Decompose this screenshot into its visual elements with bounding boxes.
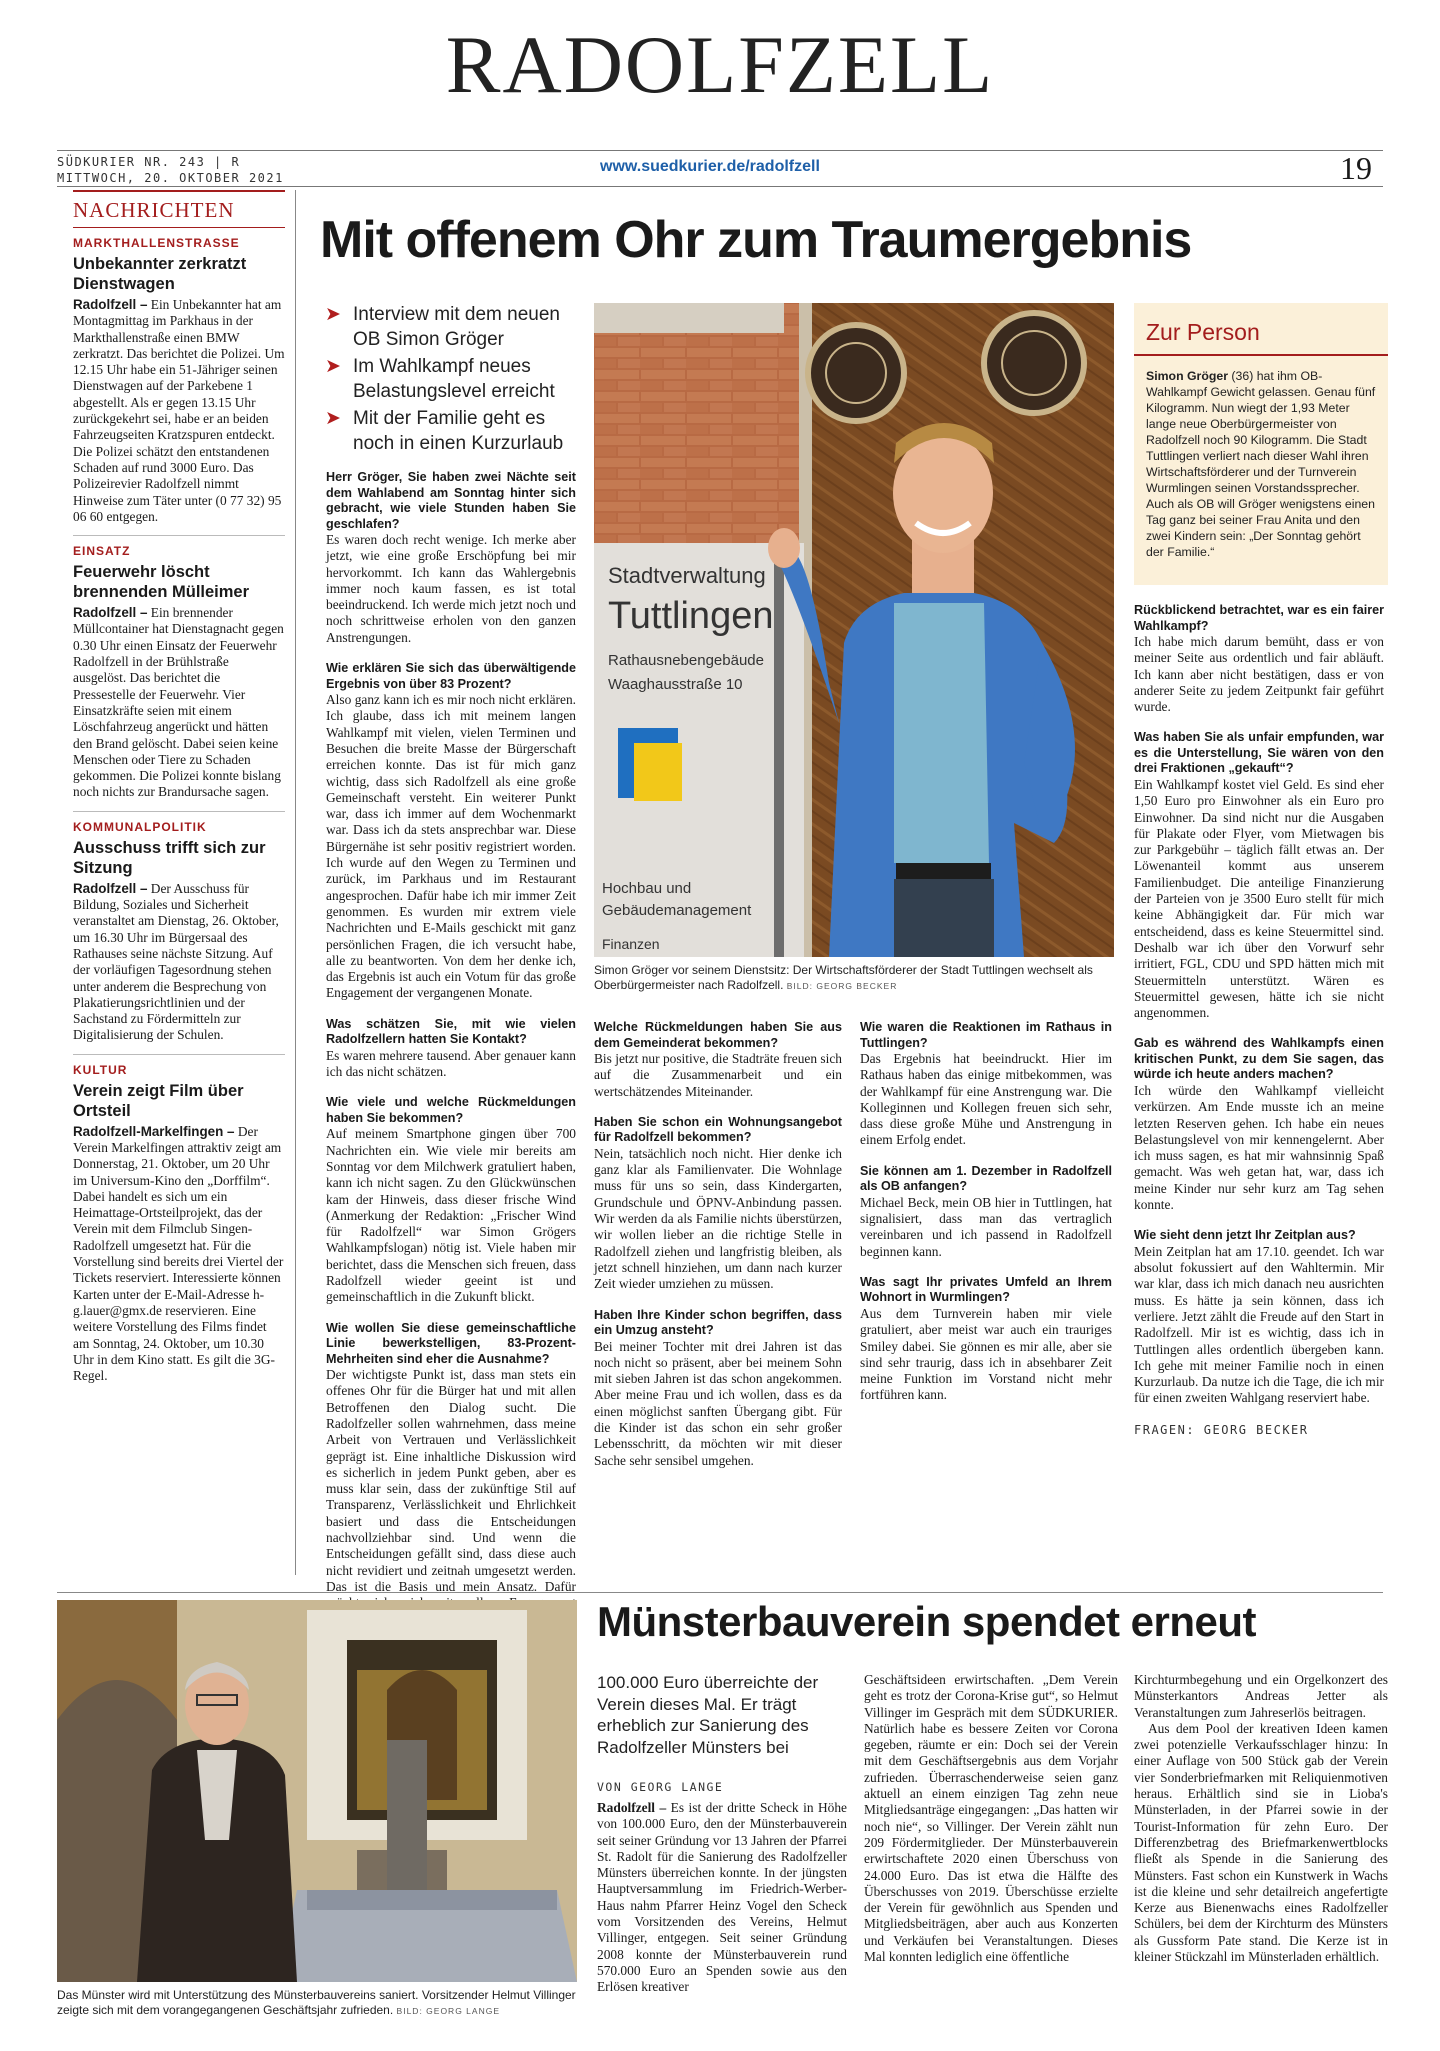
- caption-text: Das Münster wird mit Unterstützung des Münsterbauvereins saniert. Vorsitzender Helmut Villinger zeigte sich mit dem vorangegangenen Geschäftsjahr zufrieden.: [57, 1988, 576, 2017]
- news-text: Ein brennender Müllcontainer hat Dienstagnacht gegen 0.30 Uhr einen Einsatz der Feuerwehr Radolfzell in der Brühlstraße ausgelöst. Das berichtet die Pressestelle der Feuerwehr. Vier Einsatzkräfte seien mit einem Löschfahrzeug angerückt und hätten den Brand gelöscht. Dabei seien keine Menschen oder Tiere zu Schaden gekommen. Die Polizei konnte bislang noch nichts zur Brandursache sagen.: [73, 605, 284, 800]
- question: Was sagt Ihr privates Umfeld an Ihrem Wohnort in Wurmlingen?: [860, 1274, 1112, 1305]
- qa-item: [594, 1115, 842, 1293]
- news-place: Radolfzell –: [73, 297, 148, 312]
- person-name: Simon Gröger: [1146, 369, 1228, 383]
- qa-item: [326, 1321, 576, 1628]
- qa-item: [860, 1275, 1112, 1404]
- news-text: Der Verein Markelfingen attraktiv zeigt am Donnerstag, 21. Oktober, um 20 Uhr im Universum-Kino den „Dorffilm“. Dabei handelt es sich um ein Heimattage-Ortsteilprojekt, das der Verein mit dem Filmclub Singen-Radolfzell umgesetzt hat. Für die Vorstellung sind bereits drei Viertel der Tickets reserviert. Interessierte können Karten unter der E-Mail-Adresse h-g.lauer@gmx.de reservieren. Eine weitere Vorstellung des Films findet am Sonntag, 24. Oktober, um 10.30 Uhr in dem Kino statt. Es gilt die 3G-Regel.: [73, 1123, 284, 1384]
- article-column-1: [597, 1800, 847, 2045]
- article-paragraph: Radolfzell – Es ist der dritte Scheck in Höhe von 100.000 Euro, den der Münsterbauverein seit seiner Gründung vor 13 Jahren der Pfarrei St. Radolt für die Sanierung des Radolfzeller Münsters überreichen konnte. In der jüngsten Hauptversammlung im Friedrich-Werber-Haus nahm Pfarrer Heinz Vogel den Scheck vom Vorsitzenden des Vereins, Helmut Villinger, entgegen. Seit seiner Gründung 2008 konnte der Münsterbauverein rund 570.000 Euro an Spenden sowie aus den Erlösen kreativer: [597, 1800, 847, 1995]
- article-title: Münsterbauverein spendet erneut: [597, 1598, 1256, 1645]
- answer: Mein Zeitplan hat am 17.10. geendet. Ich war absolut fokussiert auf den Wahltermin. Mir war klar, dass ich mich danach neu ausrichten muss. Es hätte ja sein können, dass ich verliere. Jetzt zählt die Freude auf den Start in Radolfzell. Mir ist es wichtig, dass ich in Tuttlingen alles ordentlich übergeben kann. Ich gehe mit meiner Familie noch in einen Kurzurlaub. Da nutze ich die Tage, die ich mir für einen zweiten Wahlgang reserviert habe.: [1134, 1243, 1384, 1406]
- question: Rückblickend betrachtet, war es ein fairer Wahlkampf?: [1134, 603, 1384, 633]
- article-paragraph: Aus dem Pool der kreativen Ideen kamen zwei potenzielle Verkaufsschlager hinzu: In einer Auflage von 500 Stück gab der Verein vier Sonderbriefmarken mit Reliquienmotiven heraus. Erhältlich sind sie in Lioba's Münsterladen, in der Pfarrei sowie in der Tourist-Information für zehn Euro. Der Differenzbetrag des Briefmarkenwertblocks fließt als Spende in die Sanierung des Münsters. Fast schon ein Kunstwerk in Wachs ist die kleine und sehr detailreich angefertigte Kerze aus Bienenwachs eines Radolfzeller Schülers, bei dem der Kirchturm des Münsters als Gussform Pate stand. Die Kerze ist in kleiner Stückzahl im Münsterladen erhältlich.: [1134, 1720, 1388, 1965]
- news-kicker: EINSATZ: [73, 535, 285, 558]
- question: Wie waren die Reaktionen im Rathaus in Tuttlingen?: [860, 1020, 1112, 1050]
- news-column: [73, 190, 285, 1570]
- answer: Auf meinem Smartphone gingen über 700 Nachrichten ein. Wie viele mir bereits am Sonntag vor dem Milchwerk gratuliert haben, kann ich nicht sagen. Zu den Glückwünschen kam der Hinweis, dass dieser frische Wind (Anmerkung der Redaktion: „Frischer Wind für Radolfzell“ war Simon Grögers Wahlkampfslogan) nötig ist. Viele haben mir berichtet, dass die Menschen sich freuen, dass Radolfzell wieder geeint ist und gemeinschaftlich in die Zukunft blickt.: [326, 1126, 576, 1305]
- question: Haben Sie schon ein Wohnungsangebot für Radolfzell bekommen?: [594, 1114, 842, 1145]
- answer: Nein, tatsächlich noch nicht. Hier denke ich ganz klar als Familienvater. Die Wohnlage muss für uns so sein, dass Kindergarten, Grundschule und ÖPNV-Anbindung passen. Wir werden da als Familie nichts überstürzen, wir wollen lieber an die richtige Stelle in Radolfzell ziehen und langfristig bleiben, als jetzt schnell hinziehen, um dann nach kurzer Zeit wieder umziehen zu müssen.: [594, 1145, 842, 1292]
- answer: Bei meiner Tochter mit drei Jahren ist das noch nicht so präsent, aber bei meinem Sohn mit sieben Jahren ist das schon angekommen. Aber meine Frau und ich wollen, dass es da einen möglichst sanften Übergang gibt. Für die Kinder ist das schon ein sehr großer Lebensschritt, da möchten wir mit dieser Sache sehr sensibel umgehen.: [594, 1338, 842, 1468]
- sign-line: Waaghausstraße 10: [608, 676, 743, 693]
- article-paragraph: Geschäftsideen erwirtschaften. „Dem Verein geht es trotz der Corona-Krise gut“, so Helmut Villinger im Gespräch mit dem SÜDKURIER. Natürlich habe es bessere Zeiten vor Corona gegeben, räumte er ein: Doch sei der Verein mit dem Geschäftsergebnis aus dem Vorjahr zufrieden. Überraschenderweise seien ganz aktuell an einem einzigen Tag zehn neue Mitgliedsanträge eingegangen: „Das hatten wir noch nie“, so Villinger. Der Verein zählt nun 209 Fördermitglieder. Der Münsterbauverein erwirtschaftete 2020 einen Überschuss von 24.000 Euro. Das ist etwa die Hälfte des Überschusses von 2019. Überschüsse erzielte der Verein für gewöhnlich aus Spenden und Mitgliedsbeiträgen, aber auch aus Konzerten und Verkäufen bei Veranstaltungen. Dieses Mal konnten lediglich eine öffentliche: [864, 1672, 1118, 1965]
- qa-item: [326, 661, 576, 1002]
- person-bio: (36) hat ihm OB-Wahlkampf Gewicht gelassen. Genau fünf Kilogramm. Nun wiegt der 1,93 Meter lange neue Oberbürgermeister von Radolfzell noch 90 Kilogramm. Die Stadt Tuttlingen verliert nach dieser Wahl ihren Wirtschaftsförderer und der Turnverein Wurmlingen seinen Vorstandssprecher. Auch als OB will Gröger wenigstens einen Tag ganz bei seiner Frau Anita und den zwei Kindern sein: „Der Sonntag gehört der Familie.“: [1146, 369, 1376, 559]
- sign-line: Stadtverwaltung: [608, 563, 766, 588]
- person-box-title: Zur Person: [1134, 303, 1388, 356]
- question: Sie können am 1. Dezember in Radolfzell als OB anfangen?: [860, 1163, 1112, 1194]
- news-body: [73, 881, 285, 1044]
- arrow-icon: ➤: [325, 408, 341, 429]
- sign-line: Finanzen: [602, 936, 660, 952]
- question: Wie wollen Sie diese gemeinschaftliche Linie bewerkstelligen, 83-Prozent-Mehrheiten sind eher die Ausnahme?: [326, 1320, 576, 1366]
- article-divider: [57, 1592, 1383, 1593]
- sign-line: Rathausnebengebäude: [608, 652, 764, 669]
- website-link[interactable]: www.suedkurier.de/radolfzell: [600, 158, 820, 175]
- news-headline: Feuerwehr löscht brennenden Mülleimer: [73, 563, 250, 602]
- qa-item: [326, 1017, 576, 1081]
- interview-column-4: [1134, 603, 1384, 1563]
- summary-bullets: [325, 302, 585, 458]
- question: Haben Ihre Kinder schon begriffen, dass ein Umzug ansteht?: [594, 1307, 842, 1338]
- news-kicker: MARKTHALLENSTRASSE: [73, 236, 240, 250]
- arrow-icon: ➤: [325, 304, 341, 325]
- issue-date: MITTWOCH, 20. OKTOBER 2021: [57, 171, 284, 185]
- header-rule: [57, 150, 1383, 151]
- question: Wie sieht denn jetzt Ihr Zeitplan aus?: [1134, 1228, 1356, 1243]
- news-text: Der Ausschuss für Bildung, Soziales und Sicherheit veranstaltet am Dienstag, 26. Oktober, um 16.30 Uhr im Bürgersaal des Rathauses seine nächste Sitzung. Auf der vorläufigen Tagesordnung stehen unter anderem die Besprechung von Plakatierungsrichtlinien und der Sachstand zu Fördermitteln zur Digitalisierung der Schulen.: [73, 880, 279, 1043]
- interview-column-1: [326, 470, 576, 1594]
- qa-item: [326, 470, 576, 646]
- portrait-illustration: [594, 303, 1114, 957]
- church-photo: [57, 1600, 577, 1982]
- issue-meta: [57, 154, 284, 186]
- qa-item: [1134, 1228, 1384, 1406]
- sign-line: Gebäudemanagement: [602, 902, 752, 919]
- issue-number: SÜDKURIER NR. 243 | R: [57, 155, 241, 169]
- news-text: Ein Unbekannter hat am Montagmittag im Parkhaus in der Markthallenstraße einen BMW zerkratzt. Das berichtet die Polizei. Um 12.15 Uhr habe ein 51-Jähriger seinen Dienstwagen auf der Parkebene 1 abgestellt. Als er gegen 13.15 Uhr zurückgekehrt sei, habe er an beiden Fahrzeugseiten Kratzspuren entdeckt. Die Polizei schätzt den entstandenen Schaden auf rund 3000 Euro. Das Polizeirevier Radolfzell nimmt Hinweise zum Täter unter (0 77 32) 95 06 60 entgegen.: [73, 297, 285, 524]
- answer: Michael Beck, mein OB hier in Tuttlingen, hat signalisiert, dass man das vertraglich vereinbaren und ich passend in Radolfzell beginnen kann.: [860, 1194, 1112, 1259]
- question: Wie erklären Sie sich das überwältigende Ergebnis von über 83 Prozent?: [326, 661, 576, 691]
- photo-caption: [57, 1988, 577, 2019]
- question: Wie viele und welche Rückmeldungen haben Sie bekommen?: [326, 1095, 576, 1125]
- answer: Der wichtigste Punkt ist, dass man stets ein offenes Ohr für die Bürger hat und mit allen Betroffenen den Dialog sucht. Die Radolfzeller sollen wahrnehmen, dass meine Arbeit von Vertrauen und Verlässlichkeit geprägt ist. Eine inhaltliche Diskussion wird es sicherlich in jedem Punkt geben, aber es muss klar sein, dass der zukünftige Stil auf Transparenz, Verlässlichkeit und Ehrlichkeit basiert und dass die Entscheidungen nachvollziehbar sind. Und wenn die Entscheidungen gefällt sind, dass diese auch nicht revidiert und zeitnah umgesetzt werden. Das ist die Basis und mein Ansatz. Dafür: [326, 1367, 576, 1594]
- news-place: Radolfzell –: [73, 605, 148, 621]
- answer: Ich habe mich darum bemüht, dass er von meiner Seite aus ordentlich und fair abläuft. Ich kann aber nicht bestätigen, dass er von anderer Seite zu jedem Zeitpunkt fair geführt wurde.: [1134, 634, 1384, 715]
- page-number: 19: [1340, 150, 1372, 186]
- news-section-title: NACHRICHTEN: [73, 190, 285, 228]
- news-item: [73, 1054, 285, 1385]
- answer: Es waren doch recht wenige. Ich merke aber jetzt, wie eine große Erschöpfung bei mir hervorkommt. Ich kann das Wahlergebnis immer noch kaum fassen, es ist total beeindruckend. Ich werde mich jetzt noch und noch schrittweise erholen von den ganzen Anstrengungen.: [326, 532, 576, 645]
- question: Was haben Sie als unfair empfunden, war es die Unterstellung, Sie wären von den drei Fraktionen „gekauft“?: [1134, 730, 1384, 776]
- qa-item: [860, 1020, 1112, 1149]
- news-body: [73, 605, 285, 801]
- news-body: [73, 297, 285, 525]
- news-item: [73, 236, 285, 525]
- question: Welche Rückmeldungen haben Sie aus dem Gemeinderat bekommen?: [594, 1020, 842, 1050]
- question: Was schätzen Sie, mit wie vielen Radolfzellern hatten Sie Kontakt?: [326, 1016, 576, 1047]
- article-paragraph: Kirchturmbegehung und ein Orgelkonzert des Münsterkantors Andreas Jetter als Veranstaltungen zum Jahreserlös beitragen.: [1134, 1672, 1388, 1720]
- answer: Ein Wahlkampf kostet viel Geld. Es sind eher 1,50 Euro pro Einwohner als ein Euro pro Einwohner. Da sind nicht nur die Ausgaben für Plakate oder Flyer, vom Mietwagen bis zur Parkgebühr – täglich fällt etwas an. Der Löwenanteil kommt aus unserem Familienbudget. Die anteilige Finanzierung der Parteien von je 3500 Euro stellt für mich keine Abhängigkeit dar. Für mich war entscheidend, dass es keine Steuermittel sind. Deshalb war ich über den Vorwurf sehr irritiert, FGL, CDU und SPD hätten mich mit Steuermitteln unterstützt. Wären es Steuermittel gewesen, hätte ich sie nicht angenommen.: [1134, 776, 1384, 1021]
- qa-item: [1134, 1036, 1384, 1213]
- arrow-icon: ➤: [325, 356, 341, 377]
- news-place: Radolfzell –: [73, 880, 148, 896]
- news-kicker: KOMMUNALPOLITIK: [73, 811, 285, 834]
- qa-item: [594, 1308, 842, 1469]
- news-headline: Ausschuss trifft sich zur Sitzung: [73, 838, 266, 877]
- news-place: Radolfzell-Markelfingen –: [73, 1123, 235, 1139]
- caption-text: Simon Gröger vor seinem Dienstsitz: Der Wirtschaftsförderer der Stadt Tuttlingen wechselt als Oberbürgermeister nach Radolfzell.: [594, 963, 1093, 992]
- answer: Das Ergebnis hat beeindruckt. Hier im Rathaus haben das einige mitbekommen, was der Wahlkampf für eine Anstrengung war. Die Kolleginnen und Kollegen freuen sich sehr, dass diese große Mühe und Anstrengung in einem Erfolg endet.: [860, 1051, 1112, 1148]
- column-divider: [295, 190, 296, 1575]
- bullet-item: ➤ Im Wahlkampf neues Belastungslevel erreicht: [325, 356, 555, 402]
- qa-item: [1134, 730, 1384, 1021]
- portrait-photo: [594, 303, 1114, 957]
- answer: Aus dem Turnverein haben mir viele gratuliert, aber meist war auch ein trauriges Smiley dabei. Sie gönnen es mir alle, aber sie sind sehr traurig, dass ich in absehbarer Zeit meine Funktion im Vorstand nicht mehr fortführen kann.: [860, 1305, 1112, 1403]
- article-column-2: [864, 1672, 1118, 2045]
- interview-column-2: [594, 1020, 842, 1585]
- answer: Ich würde den Wahlkampf vielleicht verkürzen. Am Ende musste ich an meine letzten Reserven gehen. Ich habe ein neues Belastungslevel von mir kennengelernt. Aber ich muss sagen, es hat mir wahnsinnig Spaß gemacht. Was weh getan hat, war, dass ich meine Kinder nur sehr kurz am Tag sehen konnte.: [1134, 1082, 1384, 1213]
- answer: Also ganz kann ich es mir noch nicht erklären. Ich glaube, dass ich mit meinem langen Wahlkampf mit vielen, vielen Terminen und Besuchen die breite Masse der Bürgerschaft erreichen konnte. Das ist für mich ganz wichtig, dass sich Radolfzell als eine große Gemeinschaft versteht. Ein weiterer Punkt war, dass ich immer auf dem Wochenmarkt war. Dass ich da stets ansprechbar war. Diese Bürgernähe ist sehr positiv registriert worden. Ich wurde auf den Wegen zu Terminen und zurück, im Parkhaus und im Restaurant angesprochen. Dafür habe ich mir immer Zeit genommen. Es wurden mir extrem viele Nachrichten und E-Mails geschickt mit ganz persönlichen Fragen, die ich versucht habe, alle zu beantworten. Von dem her denke ich, das Ergebnis ist auch ein Votum für das große Engagement der vergangenen Monate.: [326, 692, 576, 1001]
- answer: Es waren mehrere tausend. Aber genauer kann ich das nicht schätzen.: [326, 1047, 576, 1080]
- qa-item: [1134, 603, 1384, 715]
- question: Gab es während des Wahlkampfs einen kritischen Punkt, zu dem Sie sagen, das würde ich heute anders machen?: [1134, 1036, 1384, 1082]
- news-item: [73, 535, 285, 801]
- church-illustration: [57, 1600, 577, 1982]
- article-byline: VON GEORG LANGE: [597, 1780, 724, 1794]
- news-headline: Unbekannter zerkratzt Dienstwagen: [73, 255, 247, 293]
- article-place: Radolfzell –: [597, 1800, 667, 1815]
- article-title: Mit offenem Ohr zum Traumergebnis: [320, 211, 1192, 269]
- interview-column-3: [860, 1020, 1112, 1585]
- photo-credit: BILD: GEORG BECKER: [786, 981, 898, 991]
- person-box-text: [1134, 356, 1388, 560]
- question: Herr Gröger, Sie haben zwei Nächte seit dem Wahlabend am Sonntag hinter sich gebracht, wie viele Stunden haben Sie geschlafen?: [326, 470, 576, 531]
- interview-byline: FRAGEN: GEORG BECKER: [1134, 1422, 1309, 1437]
- sign-line: Hochbau und: [602, 880, 692, 897]
- answer: Bis jetzt nur positive, die Stadträte freuen sich auf die Zusammenarbeit und ein wertschätzendes Miteinander.: [594, 1051, 842, 1099]
- photo-caption: [594, 963, 1114, 994]
- news-body: [73, 1124, 285, 1385]
- article-lead: 100.000 Euro überreichte der Verein dieses Mal. Er trägt erheblich zur Sanierung des Radolfzeller Münsters bei: [597, 1673, 819, 1757]
- article-column-3: [1134, 1672, 1388, 2045]
- qa-item: [594, 1020, 842, 1100]
- qa-item: [860, 1164, 1112, 1260]
- bullet-item: ➤ Mit der Familie geht es noch in einen Kurzurlaub: [325, 408, 564, 454]
- masthead: RADOLFZELL: [445, 19, 995, 110]
- bullet-item: ➤ Interview mit dem neuen OB Simon Gröger: [325, 304, 560, 350]
- qa-item: [326, 1095, 576, 1305]
- photo-credit: BILD: GEORG LANGE: [396, 2006, 500, 2016]
- sign-line: Tuttlingen: [608, 595, 774, 637]
- news-headline: Verein zeigt Film über Ortsteil: [73, 1081, 244, 1120]
- person-info-box: [1134, 303, 1388, 585]
- news-item: [73, 811, 285, 1044]
- header-rule-bottom: [57, 186, 1383, 187]
- news-kicker: KULTUR: [73, 1054, 285, 1077]
